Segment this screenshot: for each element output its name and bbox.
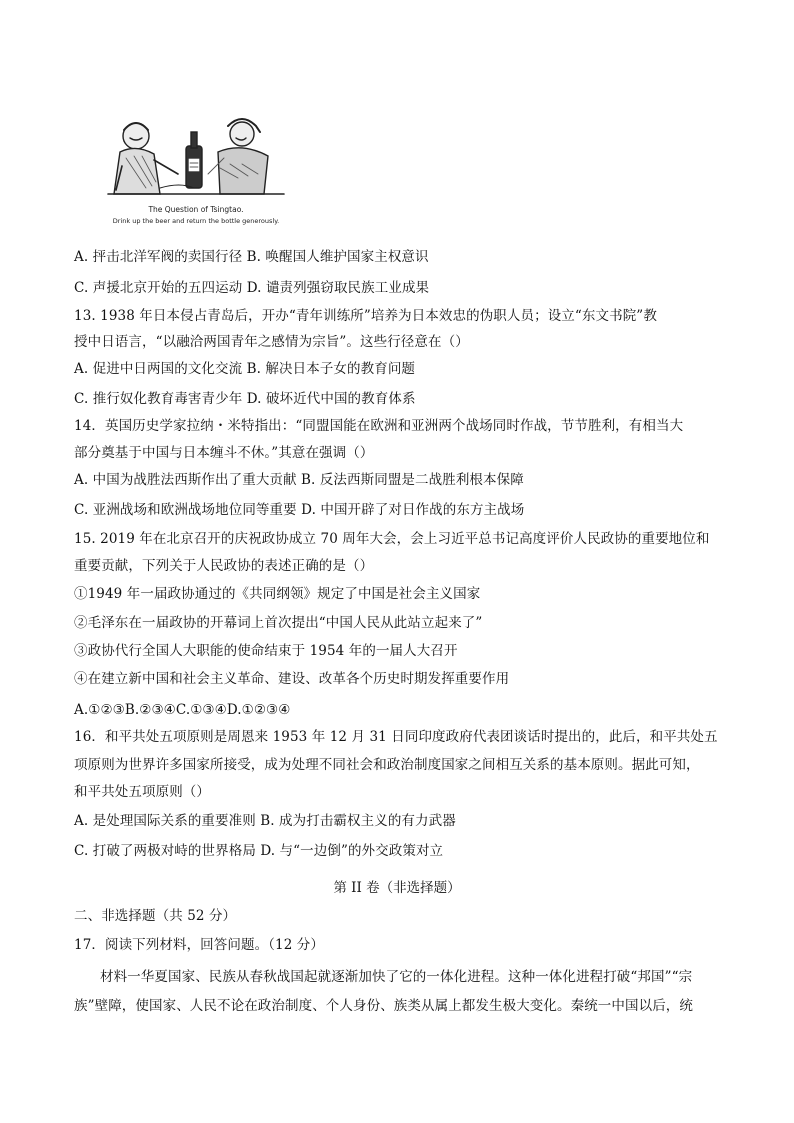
- q16-stem-line-3: 和平共处五项原则（）: [74, 784, 210, 800]
- q16-stem-line-2: 项原则为世界许多国家所接受，成为处理不同社会和政治制度国家之间相互关系的基本原则。据此可知，: [74, 757, 700, 773]
- q16-stem-line-1: 16．和平共处五项原则是周恩来 1953 年 12 月 31 日同印度政府代表团谈话时提出的，此后，和平共处五: [74, 729, 718, 745]
- q13-options-cd: C. 推行奴化教育毒害青少年 D. 破坏近代中国的教育体系: [74, 391, 416, 407]
- q13-stem-line-1: 13. 1938 年日本侵占青岛后，开办“青年训练所”培养为日本效忠的伪职人员；设立“东文书院”教: [74, 308, 657, 324]
- q15-stem-line-2: 重要贡献，下列关于人民政协的表述正确的是（）: [74, 558, 374, 574]
- q15-statement-1: ①1949 年一届政协通过的《共同纲领》规定了中国是社会主义国家: [74, 586, 481, 602]
- q14-options-ab: A. 中国为战胜法西斯作出了重大贡献 B. 反法西斯同盟是二战胜利根本保障: [74, 472, 524, 488]
- q12-options-ab: A. 抨击北洋军阀的卖国行径 B. 唤醒国人维护国家主权意识: [74, 249, 429, 265]
- q13-options-ab: A. 促进中日两国的文化交流 B. 解决日本子女的教育问题: [74, 361, 416, 377]
- q12-options-cd: C. 声援北京开始的五四运动 D. 谴责列强窃取民族工业成果: [74, 280, 430, 296]
- q15-statement-3: ③政协代行全国人大职能的使命结束于 1954 年的一届人大召开: [74, 643, 458, 659]
- q16-options-cd: C. 打破了两极对峙的世界格局 D. 与“一边倒”的外交政策对立: [74, 843, 444, 859]
- q17-title: 17．阅读下列材料，回答问题。（12 分）: [74, 937, 324, 953]
- q13-stem-line-2: 授中日语言，“以融洽两国青年之感情为宗旨”。这些行径意在（）: [74, 334, 469, 350]
- q17-material-line-1: 材料一华夏国家、民族从春秋战国起就逐渐加快了它的一体化进程。这种一体化进程打破“邦国”“宗: [100, 969, 693, 985]
- q15-statement-4: ④在建立新中国和社会主义革命、建设、改革各个历史时期发挥重要作用: [74, 671, 510, 687]
- q14-options-cd: C. 亚洲战场和欧洲战场地位同等重要 D. 中国开辟了对日作战的东方主战场: [74, 502, 525, 518]
- q14-stem-line-2: 部分奠基于中国与日本缠斗不休。”其意在强调（）: [74, 445, 374, 461]
- section-heading: 二、非选择题（共 52 分）: [74, 908, 237, 924]
- q14-stem-line-1: 14．英国历史学家拉纳・米特指出：“同盟国能在欧洲和亚洲两个战场同时作战，节节胜利，有相当大: [74, 418, 684, 434]
- q15-options: A.①②③B.②③④C.①③④D.①②③④: [74, 702, 291, 718]
- q15-stem-line-1: 15. 2019 年在北京召开的庆祝政协成立 70 周年大会，会上习近平总书记高度评价人民政协的重要地位和: [74, 531, 710, 547]
- q15-statement-2: ②毛泽东在一届政协的开幕词上首次提出“中国人民从此站立起来了”: [74, 615, 483, 631]
- q16-options-ab: A. 是处理国际关系的重要准则 B. 成为打击霸权主义的有力武器: [74, 813, 456, 829]
- cartoon-caption-en-1: The Question of Tsingtao.: [148, 205, 244, 214]
- q17-material-line-2: 族”壁障，使国家、人民不论在政治制度、个人身份、族类从属上都发生极大变化。秦统一中国以后，统: [74, 998, 693, 1014]
- section-title: 第 II 卷（非选择题）: [333, 880, 461, 896]
- cartoon-caption-en-2: Drink up the beer and return the bottle generously.: [112, 217, 280, 225]
